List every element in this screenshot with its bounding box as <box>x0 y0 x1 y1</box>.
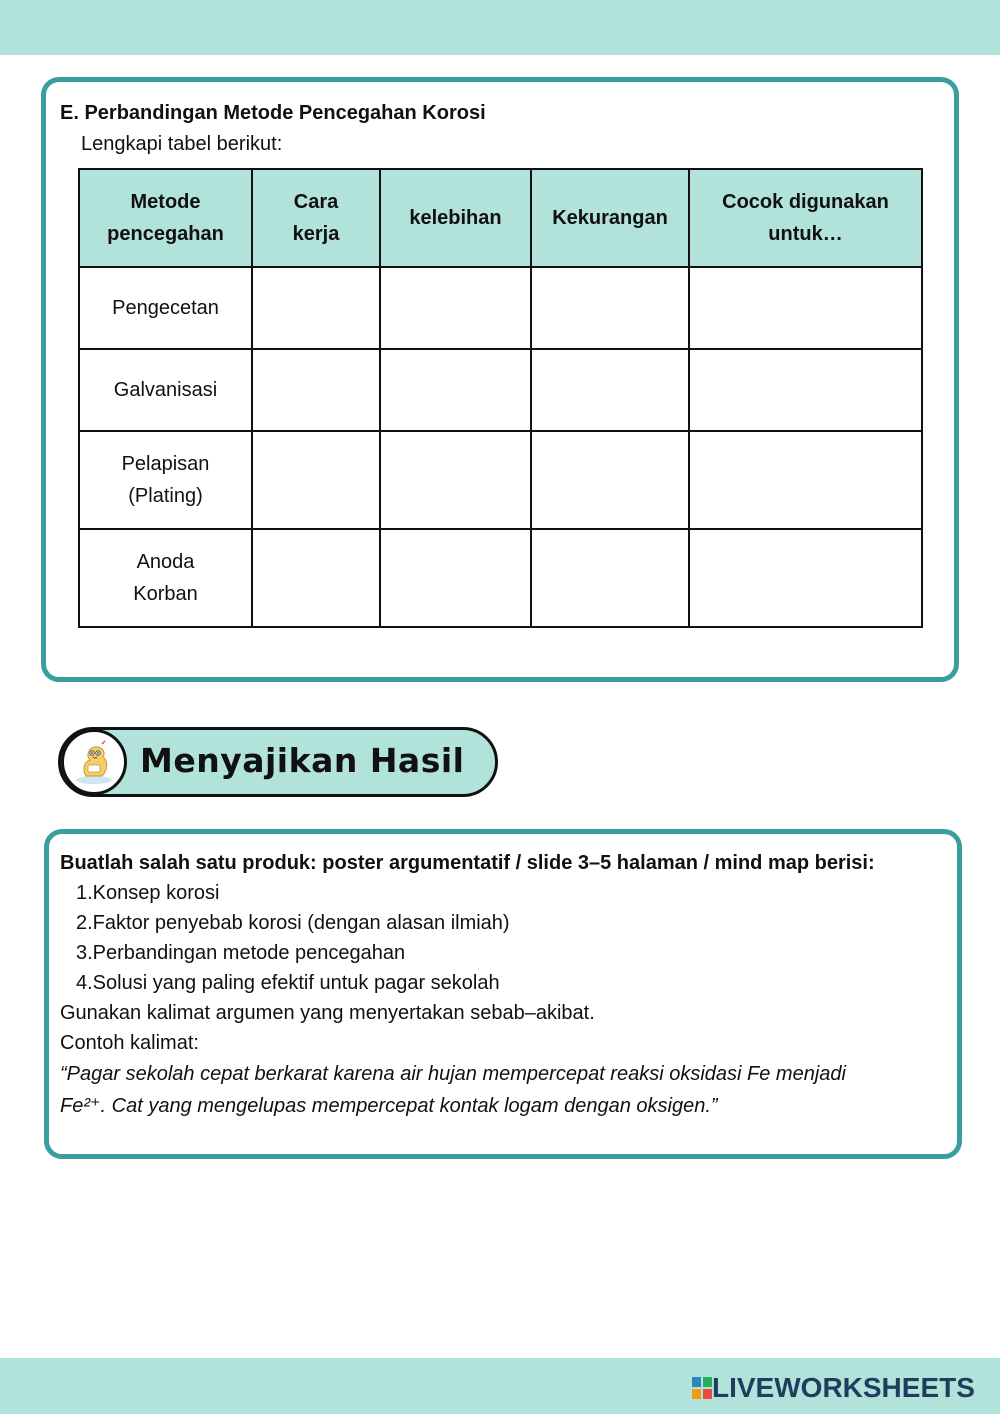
task-instruction: Gunakan kalimat argumen yang menyertakan sebab–akibat. <box>60 1002 595 1024</box>
answer-cell[interactable] <box>252 529 380 627</box>
task-item: 1.Konsep korosi <box>76 882 220 904</box>
section-e-card <box>41 77 959 682</box>
header-metode <box>79 169 252 267</box>
answer-cell[interactable] <box>689 267 922 349</box>
top-band <box>0 0 1000 55</box>
answer-cell[interactable] <box>689 349 922 431</box>
method-label: Pelapisan <box>121 453 210 475</box>
method-cell <box>79 529 252 627</box>
answer-cell[interactable] <box>380 431 531 529</box>
header-line: Cocok digunakan <box>722 191 889 213</box>
table-header-row <box>79 169 922 267</box>
answer-cell[interactable] <box>531 431 689 529</box>
banner-title: Menyajikan Hasil <box>140 741 465 780</box>
task-item: 3.Perbandingan metode pencegahan <box>76 942 406 964</box>
method-cell <box>79 349 252 431</box>
table-row <box>79 529 922 627</box>
method-label: Pengecetan <box>112 297 219 319</box>
header-cara-kerja <box>252 169 380 267</box>
section-banner <box>58 727 498 797</box>
header-line: kelebihan <box>409 207 502 229</box>
answer-cell[interactable] <box>380 267 531 349</box>
answer-cell[interactable] <box>380 349 531 431</box>
method-label: Galvanisasi <box>113 379 218 401</box>
header-line: pencegahan <box>107 223 224 245</box>
comparison-table <box>78 168 923 628</box>
answer-cell[interactable] <box>252 431 380 529</box>
table-row <box>79 267 922 349</box>
header-line: Cara <box>293 191 339 213</box>
section-instruction: Lengkapi tabel berikut: <box>81 133 283 155</box>
task-item: 4.Solusi yang paling efektif untuk pagar sekolah <box>76 972 500 994</box>
task-item: 2.Faktor penyebab korosi (dengan alasan ilmiah) <box>76 912 510 934</box>
example-quote-line: Fe²⁺. Cat yang mengelupas mempercepat kontak logam dengan oksigen.” <box>60 1095 718 1117</box>
example-quote-line: “Pagar sekolah cepat berkarat karena air hujan mempercepat reaksi oksidasi Fe menjadi <box>60 1063 846 1085</box>
mascot-icon-graphic <box>64 732 124 792</box>
header-line: Kekurangan <box>552 207 668 229</box>
answer-cell[interactable] <box>531 349 689 431</box>
task-card <box>44 829 962 1159</box>
table-row <box>79 431 922 529</box>
table-row <box>79 349 922 431</box>
method-label: Korban <box>133 583 198 605</box>
section-title: E. Perbandingan Metode Pencegahan Korosi <box>60 102 486 124</box>
mascot-icon <box>61 729 127 795</box>
header-cocok <box>689 169 922 267</box>
answer-cell[interactable] <box>380 529 531 627</box>
method-label: Anoda <box>136 551 195 573</box>
header-line: Metode <box>130 191 201 213</box>
liveworksheets-logo <box>692 1373 975 1403</box>
answer-cell[interactable] <box>531 267 689 349</box>
method-cell <box>79 431 252 529</box>
method-label: (Plating) <box>128 485 203 507</box>
header-kelebihan <box>380 169 531 267</box>
method-cell <box>79 267 252 349</box>
header-line: kerja <box>292 223 340 245</box>
answer-cell[interactable] <box>689 431 922 529</box>
liveworksheets-logo-icon <box>692 1377 712 1399</box>
task-intro: Buatlah salah satu produk: poster argumentatif / slide 3–5 halaman / mind map berisi: <box>60 852 875 874</box>
answer-cell[interactable] <box>531 529 689 627</box>
example-label: Contoh kalimat: <box>60 1032 199 1054</box>
brand-text: LIVEWORKSHEETS <box>712 1372 975 1403</box>
answer-cell[interactable] <box>252 349 380 431</box>
header-line: untuk… <box>768 223 843 245</box>
answer-cell[interactable] <box>252 267 380 349</box>
header-kekurangan <box>531 169 689 267</box>
answer-cell[interactable] <box>689 529 922 627</box>
